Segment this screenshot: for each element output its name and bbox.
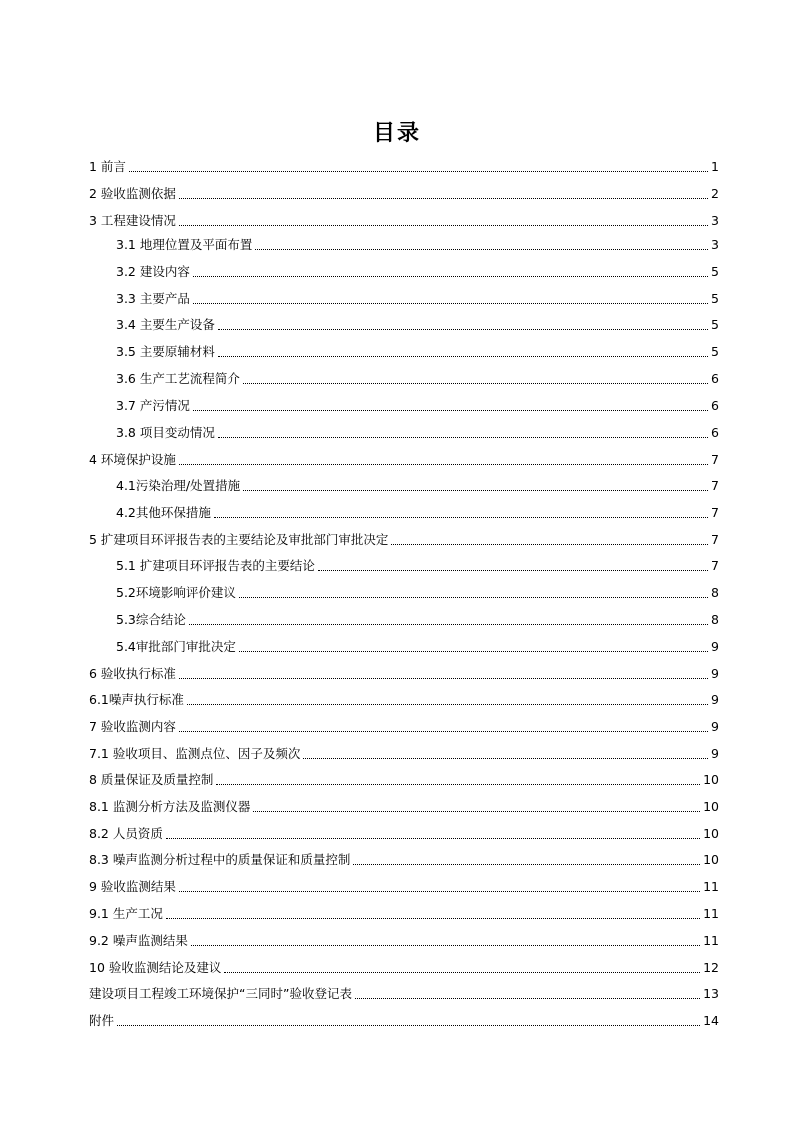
toc-entry[interactable] <box>116 504 719 522</box>
toc-leader <box>355 998 700 999</box>
toc-entry-label: 4 环境保护设施 <box>89 452 176 467</box>
toc-leader <box>224 972 700 973</box>
toc-entry-label: 3 工程建设情况 <box>89 213 176 228</box>
toc-leader <box>193 276 708 277</box>
toc-entry-label: 8.3 噪声监测分析过程中的质量保证和质量控制 <box>89 852 351 867</box>
toc-entry[interactable] <box>89 745 719 763</box>
toc-entry-page: 14 <box>703 1013 719 1028</box>
toc-entry-page: 9 <box>711 639 719 654</box>
toc-entry[interactable] <box>89 851 719 869</box>
toc-entry-label: 8.1 监测分析方法及监测仪器 <box>89 799 251 814</box>
toc-entry-page: 6 <box>711 398 719 413</box>
toc-leader <box>391 544 708 545</box>
toc-entry-label: 3.3 主要产品 <box>116 291 190 306</box>
toc-leader <box>243 490 708 491</box>
toc-entry-page: 6 <box>711 371 719 386</box>
toc-entry[interactable] <box>89 665 719 683</box>
toc-entry[interactable] <box>116 316 719 334</box>
toc-entry[interactable] <box>89 212 719 230</box>
toc-entry-label: 10 验收监测结论及建议 <box>89 960 222 975</box>
toc-entry-label: 3.1 地理位置及平面布置 <box>116 237 253 252</box>
toc-entry-page: 7 <box>711 558 719 573</box>
toc-entry[interactable] <box>89 185 719 203</box>
toc-entry[interactable] <box>89 1012 719 1030</box>
toc-entry-page: 7 <box>711 505 719 520</box>
toc-entry-label: 附件 <box>89 1013 115 1028</box>
toc-entry[interactable] <box>89 905 719 923</box>
toc-leader <box>179 225 708 226</box>
toc-entry[interactable] <box>116 263 719 281</box>
toc-entry[interactable] <box>89 985 719 1003</box>
toc-entry[interactable] <box>89 932 719 950</box>
toc-entry-label: 3.6 生产工艺流程简介 <box>116 371 240 386</box>
toc-entry-page: 9 <box>711 692 719 707</box>
toc-entry[interactable] <box>116 290 719 308</box>
page-title: 目录 <box>372 120 421 146</box>
toc-entry-page: 8 <box>711 612 719 627</box>
toc-entry-page: 10 <box>703 826 719 841</box>
toc-leader <box>214 517 708 518</box>
toc-leader <box>193 410 708 411</box>
toc-entry-page: 13 <box>703 986 719 1001</box>
toc-leader <box>166 918 700 919</box>
toc-entry-label: 5.3综合结论 <box>116 612 186 627</box>
toc-entry[interactable] <box>89 878 719 896</box>
toc-leader <box>179 464 708 465</box>
toc-leader <box>318 570 708 571</box>
toc-leader <box>239 651 708 652</box>
toc-leader <box>218 329 708 330</box>
toc-entry-page: 3 <box>711 213 719 228</box>
toc-leader <box>239 597 708 598</box>
toc-leader <box>179 678 708 679</box>
toc-leader <box>129 171 708 172</box>
toc-entry-page: 2 <box>711 186 719 201</box>
toc-leader <box>179 731 708 732</box>
toc-entry-page: 3 <box>711 237 719 252</box>
toc-entry-label: 3.8 项目变动情况 <box>116 425 215 440</box>
toc-entry[interactable] <box>116 611 719 629</box>
toc-entry-label: 3.2 建设内容 <box>116 264 190 279</box>
toc-entry-label: 5.4审批部门审批决定 <box>116 639 236 654</box>
toc-entry[interactable] <box>89 825 719 843</box>
toc-entry[interactable] <box>116 236 719 254</box>
toc-entry[interactable] <box>89 531 719 549</box>
toc-entry-label: 7.1 验收项目、监测点位、因子及频次 <box>89 746 301 761</box>
toc-entry-label: 3.4 主要生产设备 <box>116 317 215 332</box>
toc-entry-page: 10 <box>703 852 719 867</box>
toc-entry-label: 5.2环境影响评价建议 <box>116 585 236 600</box>
toc-entry-label: 7 验收监测内容 <box>89 719 176 734</box>
toc-entry-page: 12 <box>703 960 719 975</box>
toc-leader <box>179 891 700 892</box>
toc-leader <box>216 784 700 785</box>
toc-entry[interactable] <box>116 584 719 602</box>
toc-entry-page: 11 <box>703 933 719 948</box>
toc-entry-page: 5 <box>711 291 719 306</box>
toc-entry-label: 4.1污染治理/处置措施 <box>116 478 241 493</box>
toc-leader <box>117 1025 700 1026</box>
toc-entry[interactable] <box>89 771 719 789</box>
toc-entry[interactable] <box>116 638 719 656</box>
toc-leader <box>179 198 708 199</box>
toc-leader <box>189 624 708 625</box>
toc-entry[interactable] <box>89 959 719 977</box>
toc-entry-label: 9.2 噪声监测结果 <box>89 933 188 948</box>
toc-leader <box>166 838 700 839</box>
toc-leader <box>353 864 700 865</box>
toc-leader <box>218 437 708 438</box>
toc-leader <box>255 249 708 250</box>
toc-entry-page: 11 <box>703 906 719 921</box>
toc-entry[interactable] <box>89 691 719 709</box>
toc-entry[interactable] <box>116 557 719 575</box>
toc-entry-page: 7 <box>711 532 719 547</box>
toc-entry-label: 5 扩建项目环评报告表的主要结论及审批部门审批决定 <box>89 532 389 547</box>
toc-entry-page: 5 <box>711 344 719 359</box>
toc-entry-label: 建设项目工程竣工环境保护“三同时”验收登记表 <box>89 986 352 1001</box>
toc-entry[interactable] <box>116 343 719 361</box>
toc-entry[interactable] <box>89 718 719 736</box>
toc-leader <box>253 811 700 812</box>
toc-entry-page: 7 <box>711 478 719 493</box>
toc-entry-label: 1 前言 <box>89 159 126 174</box>
toc-entry[interactable] <box>116 370 719 388</box>
toc-entry-page: 8 <box>711 585 719 600</box>
toc-entry-page: 7 <box>711 452 719 467</box>
toc-leader <box>218 356 708 357</box>
toc-entry[interactable] <box>116 397 719 415</box>
toc-entry-label: 3.7 产污情况 <box>116 398 190 413</box>
toc-entry-label: 9.1 生产工况 <box>89 906 163 921</box>
toc-entry[interactable] <box>89 798 719 816</box>
toc-leader <box>193 303 708 304</box>
toc-entry-label: 8 质量保证及质量控制 <box>89 772 214 787</box>
toc-entry-label: 5.1 扩建项目环评报告表的主要结论 <box>116 558 315 573</box>
toc-entry-page: 6 <box>711 425 719 440</box>
toc-entry[interactable] <box>89 451 719 469</box>
toc-entry[interactable] <box>89 158 719 176</box>
toc-entry-page: 11 <box>703 879 719 894</box>
toc-entry-label: 2 验收监测依据 <box>89 186 176 201</box>
toc-entry[interactable] <box>116 477 719 495</box>
toc-entry-page: 5 <box>711 264 719 279</box>
toc-leader <box>303 758 708 759</box>
toc-entry[interactable] <box>116 424 719 442</box>
toc-entry-label: 9 验收监测结果 <box>89 879 176 894</box>
toc-leader <box>191 945 700 946</box>
toc-leader <box>243 383 708 384</box>
toc-entry-label: 3.5 主要原辅材料 <box>116 344 215 359</box>
toc-entry-page: 5 <box>711 317 719 332</box>
toc-entry-label: 4.2其他环保措施 <box>116 505 211 520</box>
toc-entry-page: 1 <box>711 159 719 174</box>
toc-entry-label: 6 验收执行标准 <box>89 666 176 681</box>
toc-entry-page: 10 <box>703 772 719 787</box>
toc-entry-page: 9 <box>711 746 719 761</box>
toc-entry-label: 6.1噪声执行标准 <box>89 692 184 707</box>
toc-entry-page: 9 <box>711 666 719 681</box>
toc-entry-label: 8.2 人员资质 <box>89 826 163 841</box>
toc-leader <box>187 704 708 705</box>
toc-entry-page: 9 <box>711 719 719 734</box>
toc-entry-page: 10 <box>703 799 719 814</box>
